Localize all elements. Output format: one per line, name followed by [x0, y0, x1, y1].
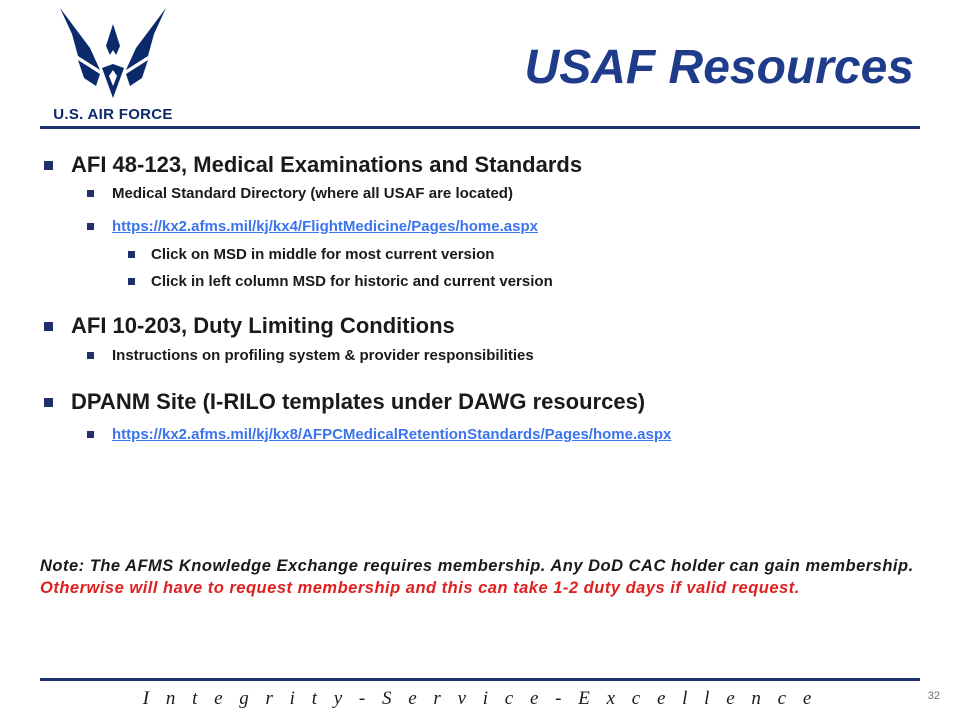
- bullet-retention-standards-link[interactable]: [87, 426, 671, 443]
- bullet-msd-directory: [87, 185, 513, 202]
- slide-title: USAF Resources: [524, 41, 914, 94]
- bullet-text: DPANM Site (I-RILO templates under DAWG resources): [71, 389, 646, 414]
- air-force-wings-icon: [60, 6, 166, 102]
- bullet-square-icon: [87, 431, 94, 438]
- bullet-square-icon: [87, 190, 94, 197]
- bullet-msd-left-column: [128, 273, 553, 290]
- bullet-square-icon: [44, 398, 53, 407]
- bullet-square-icon: [87, 352, 94, 359]
- bullet-square-icon: [128, 278, 135, 285]
- bullet-square-icon: [128, 251, 135, 258]
- bullet-profiling-instructions: [87, 347, 534, 364]
- bullet-text: AFI 10-203, Duty Limiting Conditions: [71, 313, 455, 338]
- bullet-text: Instructions on profiling system & provider responsibilities: [112, 347, 534, 364]
- bullet-afi-10-203: [44, 313, 455, 339]
- top-divider: [40, 126, 920, 129]
- bullet-text: Click in left column MSD for historic and current version: [151, 273, 553, 290]
- footer-motto: I n t e g r i t y - S e r v i c e - E x c e l l e n c e: [142, 688, 818, 709]
- flight-medicine-link[interactable]: https://kx2.afms.mil/kj/kx4/FlightMedicine/Pages/home.aspx: [112, 218, 538, 235]
- note-warning-text: Otherwise will have to request membership and this can take 1-2 duty days if valid request.: [40, 579, 800, 597]
- bullet-square-icon: [87, 223, 94, 230]
- bullet-flight-medicine-link[interactable]: [87, 218, 538, 235]
- bullet-dpanm-site: [44, 389, 645, 415]
- air-force-logo: [38, 6, 188, 126]
- bullet-square-icon: [44, 161, 53, 170]
- note-text: Note: The AFMS Knowledge Exchange requires membership. Any DoD CAC holder can gain membership.: [40, 557, 914, 575]
- membership-note: [40, 555, 920, 599]
- page-number: 32: [927, 690, 940, 702]
- bullet-text: Click on MSD in middle for most current version: [151, 246, 495, 263]
- bullet-text: AFI 48-123, Medical Examinations and Standards: [71, 152, 583, 177]
- bottom-divider: [40, 678, 920, 681]
- bullet-text: Medical Standard Directory (where all USAF are located): [112, 185, 513, 202]
- bullet-afi-48-123: [44, 152, 582, 178]
- bullet-msd-middle: [128, 246, 494, 263]
- air-force-logo-text: U.S. AIR FORCE: [53, 106, 173, 123]
- bullet-square-icon: [44, 322, 53, 331]
- retention-standards-link[interactable]: https://kx2.afms.mil/kj/kx8/AFPCMedicalRetentionStandards/Pages/home.aspx: [112, 426, 672, 443]
